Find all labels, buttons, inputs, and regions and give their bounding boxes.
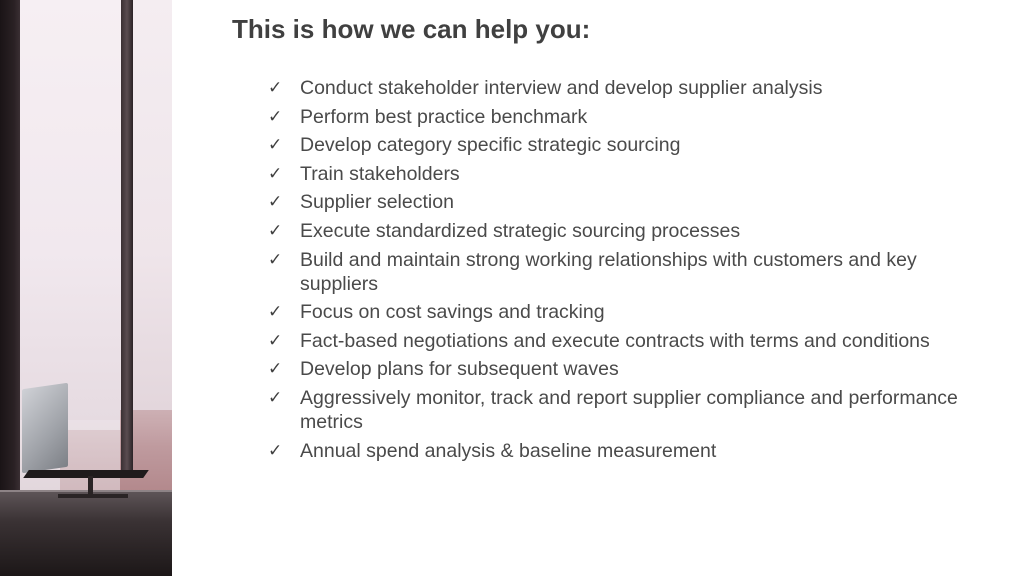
list-item xyxy=(268,219,968,243)
laptop-stand-foot xyxy=(58,494,128,498)
list-item-text: Build and maintain strong working relationships with customers and key suppliers xyxy=(300,248,917,295)
list-item xyxy=(268,357,968,381)
check-icon: ✓ xyxy=(268,249,283,270)
list-item-text: Conduct stakeholder interview and develop supplier analysis xyxy=(300,77,823,99)
list-item-text: Aggressively monitor, track and report supplier compliance and performance metrics xyxy=(300,386,958,433)
service-list xyxy=(268,76,968,467)
desk xyxy=(0,492,172,576)
list-item xyxy=(268,248,968,296)
check-icon: ✓ xyxy=(268,302,283,323)
list-item-text: Train stakeholders xyxy=(300,162,460,185)
window-pane xyxy=(20,0,121,420)
list-item xyxy=(268,439,968,463)
window-mullion xyxy=(121,0,133,470)
check-icon: ✓ xyxy=(268,192,283,213)
check-icon: ✓ xyxy=(268,135,283,156)
check-icon: ✓ xyxy=(268,163,283,184)
check-icon: ✓ xyxy=(268,440,283,461)
list-item xyxy=(268,386,968,434)
check-icon: ✓ xyxy=(268,387,283,408)
laptop-icon xyxy=(22,383,68,473)
list-item xyxy=(268,162,968,186)
check-icon: ✓ xyxy=(268,330,283,351)
check-icon: ✓ xyxy=(268,78,283,98)
office-window-photo xyxy=(0,0,172,576)
check-icon: ✓ xyxy=(268,106,283,127)
list-item-text: Annual spend analysis & baseline measurement xyxy=(300,439,717,462)
list-item-text: Develop plans for subsequent waves xyxy=(300,358,619,381)
list-item-text: Focus on cost savings and tracking xyxy=(300,301,605,324)
list-item xyxy=(268,76,968,100)
list-item-text: Supplier selection xyxy=(300,191,454,214)
list-item-text: Perform best practice benchmark xyxy=(300,105,588,128)
list-item xyxy=(268,133,968,157)
laptop-base xyxy=(23,470,149,478)
window-pane xyxy=(133,0,172,420)
list-item-text: Fact-based negotiations and execute contracts with terms and conditions xyxy=(300,329,930,352)
check-icon: ✓ xyxy=(268,359,283,380)
list-item xyxy=(268,329,968,353)
list-item xyxy=(268,190,968,214)
list-item-text: Develop category specific strategic sourcing xyxy=(300,134,681,157)
list-item xyxy=(268,300,968,324)
list-item-text: Execute standardized strategic sourcing processes xyxy=(300,219,741,242)
list-item xyxy=(268,105,968,129)
check-icon: ✓ xyxy=(268,220,283,241)
page-title: This is how we can help you: xyxy=(232,14,591,44)
